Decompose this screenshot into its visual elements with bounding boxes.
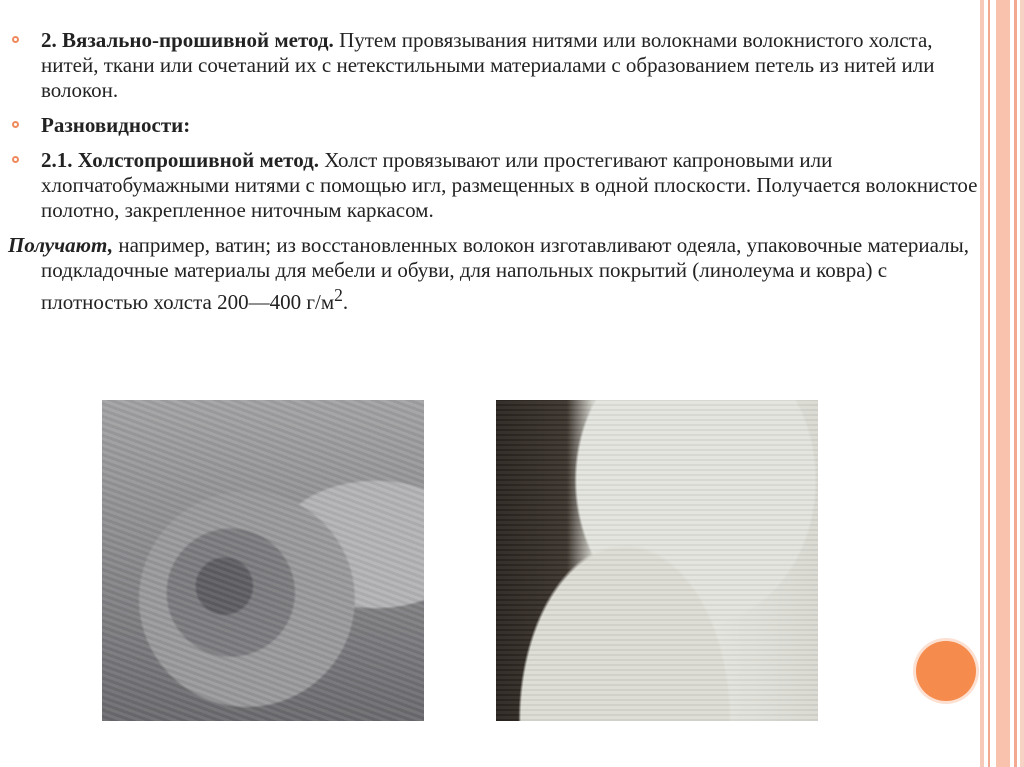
submethod-title: 2.1. Холстопрошивной метод. <box>41 148 319 172</box>
submethod-text: Холст провязывают или простегивают капроновыми или хлопчатобумажными нитями с помощью игл, размещенных в одной плоскости. Получается волокнистое полотно, закрепленное ниточным каркасом. <box>41 148 978 222</box>
slide-content <box>0 28 990 315</box>
bullet-icon <box>12 121 19 128</box>
method-text: Путем провязывания нитями или волокнами волокнистого холста, нитей, ткани или сочетаний их с нетекстильными материалами с образованием петель из нитей или волокон. <box>41 28 935 102</box>
bullet-item-varieties <box>0 113 990 138</box>
usage-end: . <box>342 290 349 314</box>
bullet-icon <box>12 36 19 43</box>
bullet-item-submethod <box>0 148 990 223</box>
bullet-icon <box>12 156 19 163</box>
usage-text: например, ватин; из восстановленных волокон изготавливают одеяла, упаковочные материалы, подкладочные материалы для мебели и обуви, для напольных покрытий (линолеума и ковра) с плотностью холста 200—400 г/м <box>41 233 969 314</box>
usage-lead: Получают, <box>8 233 114 257</box>
varieties-title: Разновидности: <box>41 113 191 137</box>
method-title: 2. Вязально-прошивной метод. <box>41 28 334 52</box>
bullet-item-method <box>0 28 990 103</box>
orange-circle-decoration <box>916 641 976 701</box>
photo-grey-batting-rolls <box>102 400 424 721</box>
usage-paragraph <box>0 233 990 315</box>
usage-sup: 2 <box>334 285 343 305</box>
photo-white-batting-rolls <box>496 400 818 721</box>
